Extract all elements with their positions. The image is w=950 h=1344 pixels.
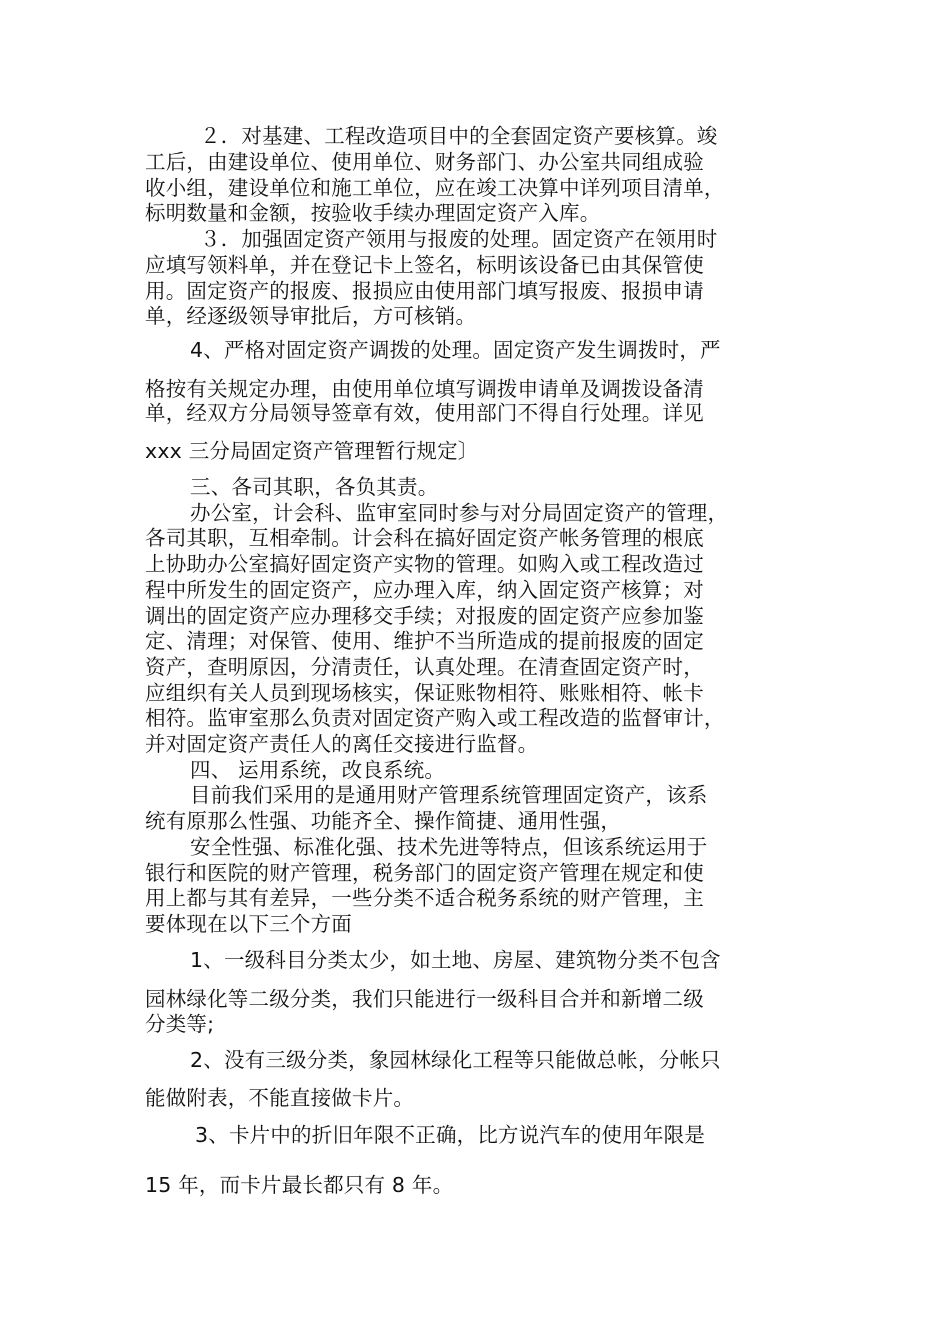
text-line: 4、严格对固定资产调拨的处理。固定资产发生调拨时，严 bbox=[190, 338, 721, 362]
text-line: 园林绿化等二级分类，我们只能进行一级科目合并和新增二级 bbox=[145, 987, 704, 1011]
text-line: 统有原那么性强、功能齐全、操作简捷、通用性强， bbox=[145, 809, 622, 833]
text-line: 工后，由建设单位、使用单位、财务部门、办公室共同组成验 bbox=[145, 150, 704, 174]
text-line: 3、卡片中的折旧年限不正确，比方说汽车的使用年限是 bbox=[195, 1123, 706, 1147]
section-heading: 四、 运用系统，改良系统。 bbox=[190, 758, 446, 782]
text-line: 并对固定资产责任人的离任交接进行监督。 bbox=[145, 732, 539, 756]
text-line: 安全性强、标准化强、技术先进等特点，但该系统运用于 bbox=[190, 835, 708, 859]
text-line: 资产，查明原因，分清责任，认真处理。在清查固定资产时， bbox=[145, 655, 704, 679]
text-line: 相符。监审室那么负责对固定资产购入或工程改造的监督审计， bbox=[145, 706, 725, 730]
text-line: 单，经逐级领导审批后，方可核销。 bbox=[145, 304, 477, 328]
text-line: 办公室，计会科、监审室同时参与对分局固定资产的管理， bbox=[190, 501, 729, 525]
text-line: ３．加强固定资产领用与报废的处理。固定资产在领用时 bbox=[200, 227, 718, 251]
text-line: 要体现在以下三个方面 bbox=[145, 912, 352, 936]
text-line: 格按有关规定办理，由使用单位填写调拨申请单及调拨设备清 bbox=[145, 377, 704, 401]
text-line: 调出的固定资产应办理移交手续；对报废的固定资产应参加鉴 bbox=[145, 604, 704, 628]
text-line: 上协助办公室搞好固定资产实物的管理。如购入或工程改造过 bbox=[145, 552, 704, 576]
text-line: 15 年，而卡片最长都只有 8 年。 bbox=[145, 1173, 454, 1197]
text-line: 用。固定资产的报废、报损应由使用部门填写报废、报损申请 bbox=[145, 279, 704, 303]
text-line: 应组织有关人员到现场核实，保证账物相符、账账相符、帐卡 bbox=[145, 681, 704, 705]
text-line: ２．对基建、工程改造项目中的全套固定资产要核算。竣 bbox=[200, 124, 718, 148]
text-line: 用上都与其有差异，一些分类不适合税务系统的财产管理，主 bbox=[145, 886, 704, 910]
text-line: 各司其职，互相牵制。计会科在搞好固定资产帐务管理的根底 bbox=[145, 526, 704, 550]
text-line: 收小组，建设单位和施工单位，应在竣工决算中详列项目清单， bbox=[145, 176, 725, 200]
text-line: 银行和医院的财产管理，税务部门的固定资产管理在规定和使 bbox=[145, 861, 704, 885]
section-heading: 三、各司其职，各负其责。 bbox=[190, 475, 439, 499]
text-line: 程中所发生的固定资产，应办理入库，纳入固定资产核算；对 bbox=[145, 578, 704, 602]
text-line: 目前我们采用的是通用财产管理系统管理固定资产，该系 bbox=[190, 783, 708, 807]
text-line: 应填写领料单，并在登记卡上签名，标明该设备已由其保管使 bbox=[145, 253, 704, 277]
text-line: 能做附表，不能直接做卡片。 bbox=[145, 1086, 415, 1110]
text-line: 单，经双方分局领导签章有效，使用部门不得自行处理。详见 bbox=[145, 401, 704, 425]
text-line: xxx 三分局固定资产管理暂行规定〕 bbox=[145, 439, 479, 463]
text-line: 定、清理；对保管、使用、维护不当所造成的提前报废的固定 bbox=[145, 629, 704, 653]
text-line: 分类等; bbox=[145, 1012, 215, 1036]
text-line: 1、一级科目分类太少，如土地、房屋、建筑物分类不包含 bbox=[190, 948, 721, 972]
text-line: 2、没有三级分类，象园林绿化工程等只能做总帐，分帐只 bbox=[190, 1048, 721, 1072]
text-line: 标明数量和金额，按验收手续办理固定资产入库。 bbox=[145, 201, 601, 225]
